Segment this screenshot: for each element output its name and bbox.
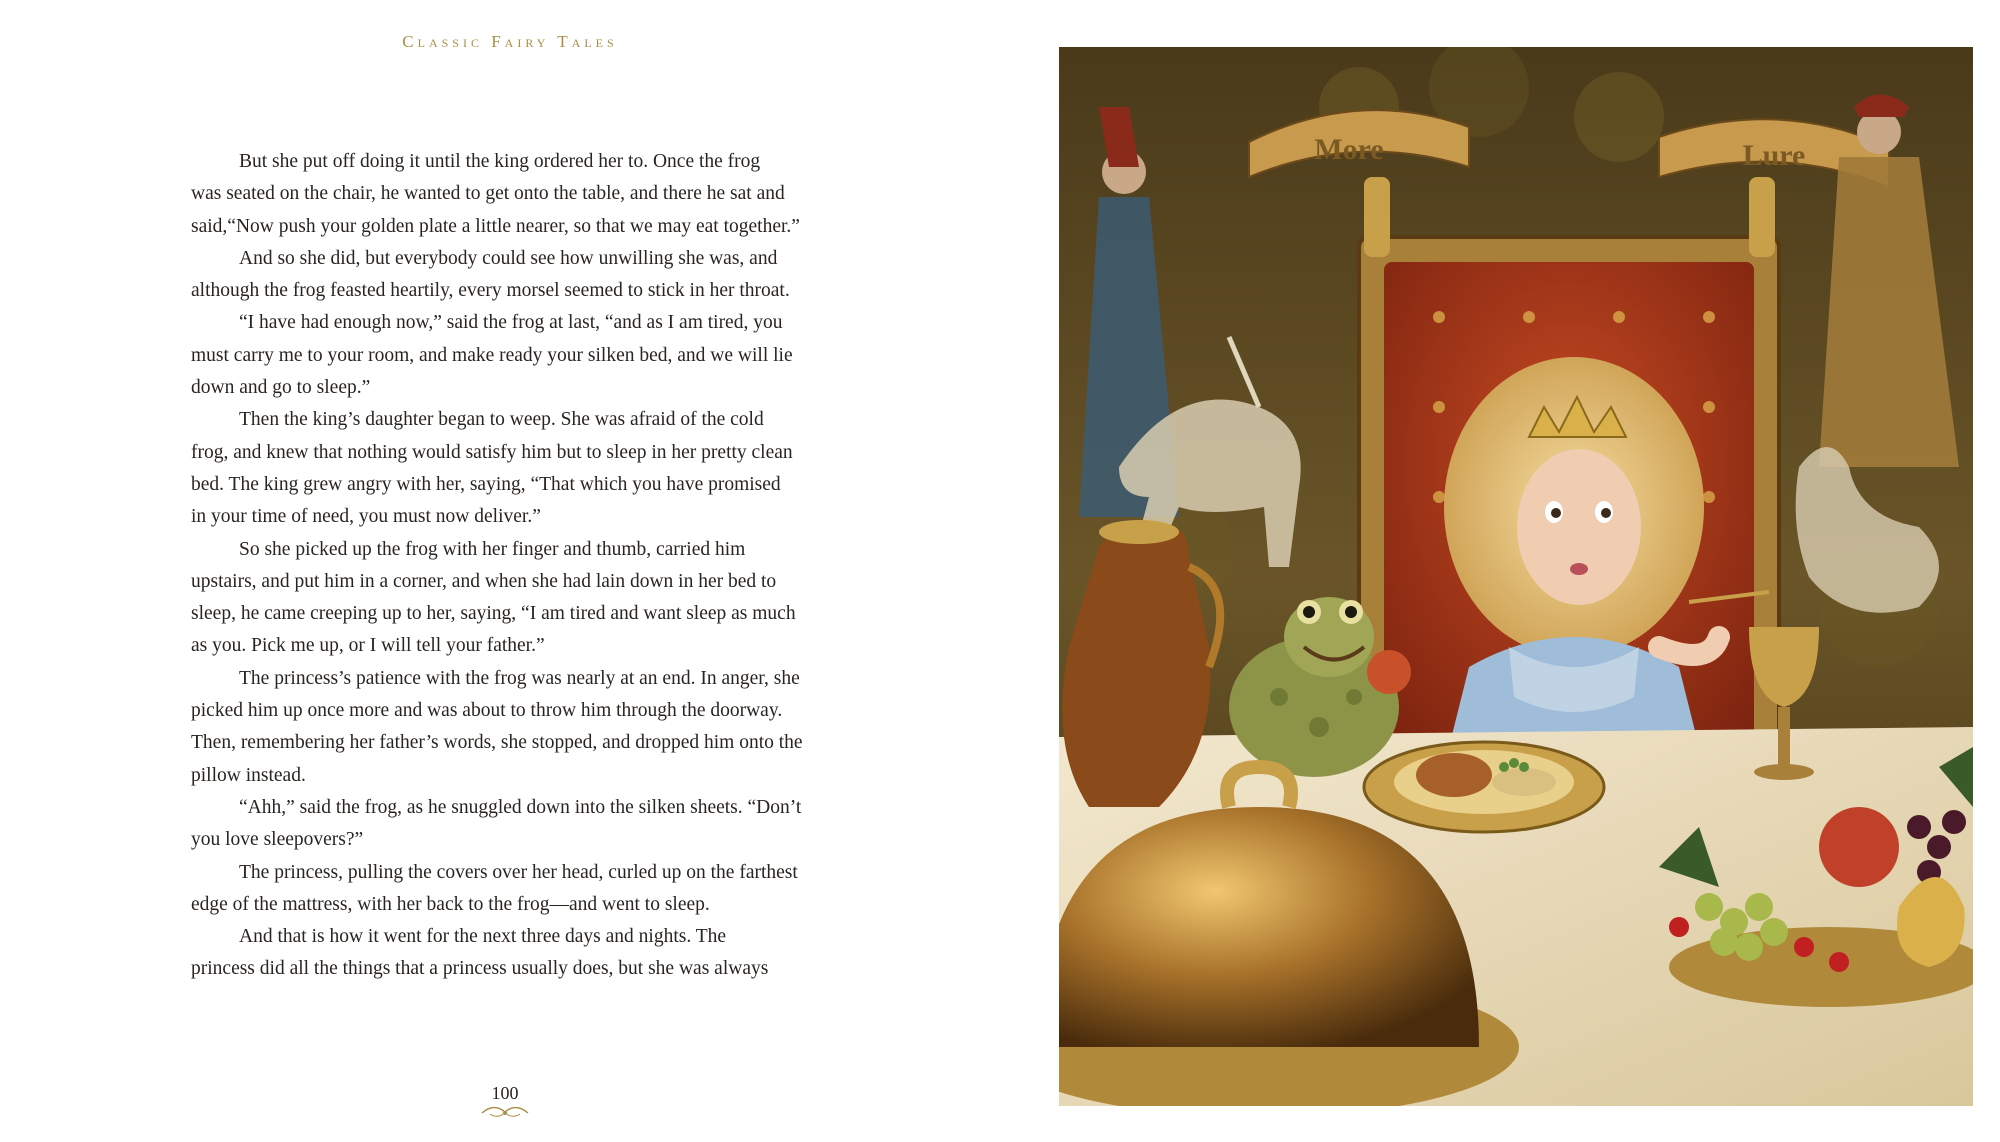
paragraph-first-line: “Ahh,” said the frog, as he snuggled down into the silken sheets. “Don’t bbox=[239, 796, 802, 818]
apple-in-frog-hand bbox=[1367, 650, 1411, 694]
paragraph-line: sleep, he came creeping up to her, saying, “I am tired and want sleep as much bbox=[191, 603, 796, 625]
golden-plate bbox=[1364, 742, 1604, 832]
page-number: 100 bbox=[491, 1083, 519, 1103]
paragraph-line: in your time of need, you must now deliver.” bbox=[191, 506, 541, 528]
paragraph-line: although the frog feasted heartily, every morsel seemed to stick in her throat. bbox=[191, 280, 790, 302]
illustration-canvas bbox=[1059, 47, 1973, 1106]
paragraph-line: down and go to sleep.” bbox=[191, 377, 371, 399]
paragraph-first-line: But she put off doing it until the king ordered her to. Once the frog bbox=[239, 151, 761, 172]
paragraph-line: as you. Pick me up, or I will tell your father.” bbox=[191, 635, 545, 657]
paragraph-first-line: Then the king’s daughter began to weep. She was afraid of the cold bbox=[239, 409, 764, 431]
paragraph-line: pillow instead. bbox=[191, 764, 306, 786]
paragraph-line: was seated on the chair, he wanted to get onto the table, and there he sat and bbox=[191, 183, 785, 205]
paragraph-line: must carry me to your room, and make ready your silken bed, and we will lie bbox=[191, 344, 793, 366]
paragraph-first-line: “I have had enough now,” said the frog at last, “and as I am tired, you bbox=[239, 312, 783, 334]
paragraph-line: princess did all the things that a princess usually does, but she was always bbox=[191, 958, 769, 980]
banner-text-left: More bbox=[1314, 133, 1384, 166]
illustration-princess-and-frog bbox=[1059, 47, 1973, 1106]
paragraph-line: said,“Now push your golden plate a little nearer, so that we may eat together.” bbox=[191, 215, 800, 237]
paragraph-line: Then, remembering her father’s words, she stopped, and dropped him onto the bbox=[191, 732, 803, 754]
paragraph-first-line: And that is how it went for the next three days and nights. The bbox=[239, 926, 727, 948]
paragraph-line: picked him up once more and was about to throw him through the doorway. bbox=[191, 700, 783, 722]
running-head: Classic Fairy Tales bbox=[402, 32, 618, 51]
paragraph-line: edge of the mattress, with her back to the frog—and went to sleep. bbox=[191, 893, 710, 915]
paragraph-line: frog, and knew that nothing would satisfy him but to sleep in her pretty clean bbox=[191, 441, 793, 463]
paragraph-first-line: So she picked up the frog with her finger and thumb, carried him bbox=[239, 538, 746, 560]
flourish-ornament-icon bbox=[480, 1104, 530, 1118]
body-text bbox=[191, 146, 824, 986]
paragraph-first-line: The princess’s patience with the frog was nearly at an end. In anger, she bbox=[239, 667, 800, 689]
banner-text-right: Lure bbox=[1742, 139, 1806, 172]
paragraph-first-line: And so she did, but everybody could see how unwilling she was, and bbox=[239, 247, 778, 269]
paragraph-line: upstairs, and put him in a corner, and when she had lain down in her bed to bbox=[191, 570, 777, 592]
paragraph-first-line: The princess, pulling the covers over her head, curled up on the farthest bbox=[239, 861, 798, 883]
paragraph-line: you love sleepovers?” bbox=[191, 829, 364, 851]
paragraph-line: bed. The king grew angry with her, saying, “That which you have promised bbox=[191, 473, 781, 495]
